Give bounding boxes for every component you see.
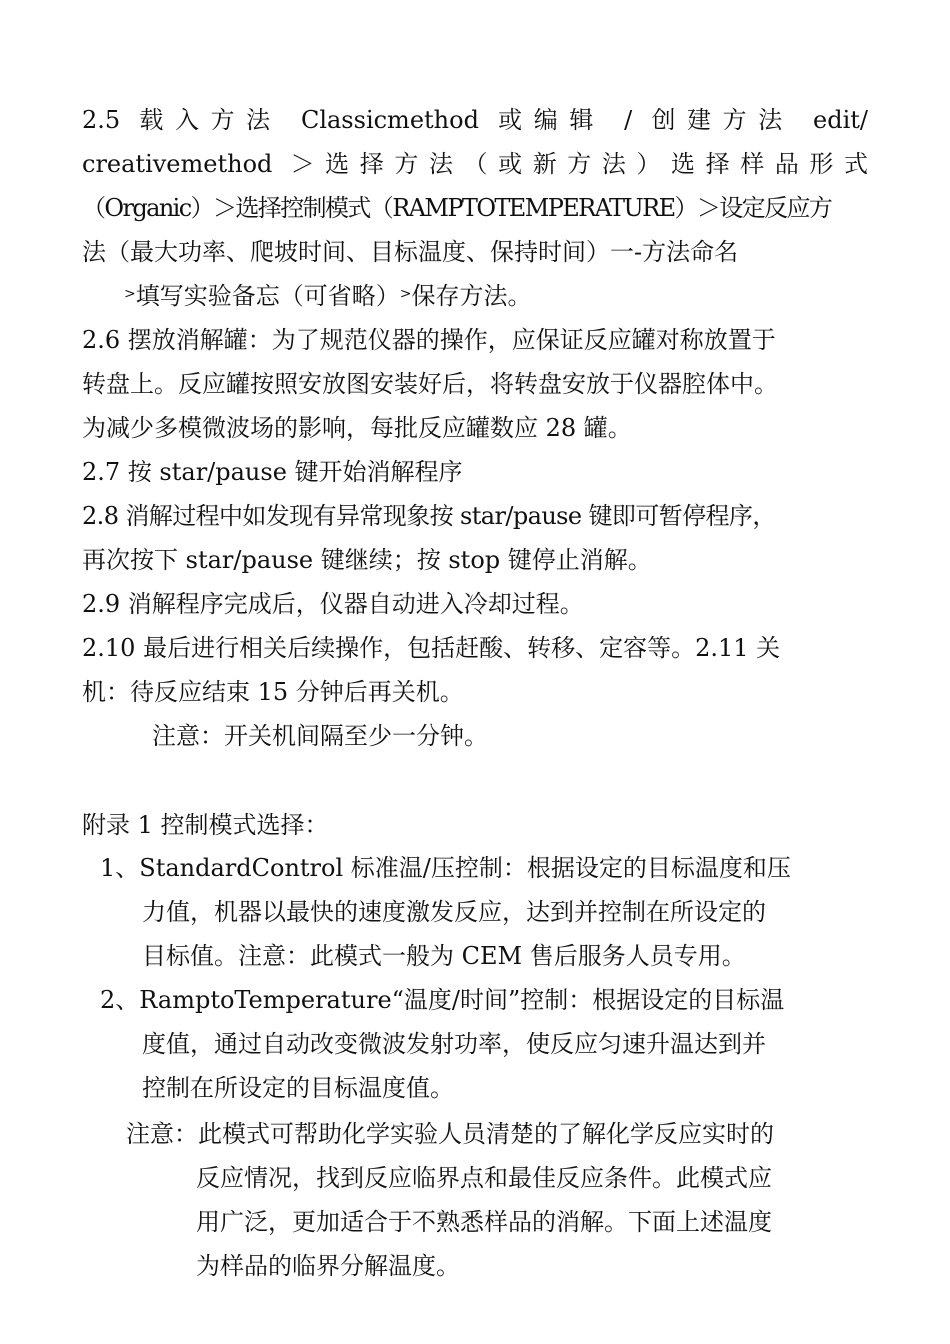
paragraph-2-7: 2.7 按 star/pause 键开始消解程序 — [82, 458, 463, 486]
mode-2-note-line-3: 用广泛，更加适合于不熟悉样品的消解。下面上述温度 — [196, 1208, 772, 1236]
note-power-interval: 注意：开关机间隔至少一分钟。 — [152, 722, 488, 750]
appendix-title: 附录 1 控制模式选择： — [82, 811, 329, 839]
mode-2-line-3: 控制在所设定的目标温度值。 — [142, 1074, 454, 1102]
paragraph-2-6-line-1: 2.6 摆放消解罐：为了规范仪器的操作，应保证反应罐对称放置于 — [82, 326, 776, 354]
step-arrow-mark: > — [399, 286, 412, 302]
step-arrow-mark: > — [124, 286, 136, 302]
mode-2-note-line-2: 反应情况，找到反应临界点和最佳反应条件。此模式应 — [196, 1164, 772, 1192]
paragraph-2-5-line-2: creativemethod ＞选择方法（或新方法）选择样品形式 — [82, 150, 868, 178]
memo-step-text: 填写实验备忘（可省略） — [135, 282, 400, 310]
paragraph-2-8-line-1: 2.8 消解过程中如发现有异常现象按 star/pause 键即可暂停程序， — [82, 502, 776, 530]
paragraph-2-6-line-2: 转盘上。反应罐按照安放图安装好后，将转盘安放于仪器腔体中。 — [82, 370, 778, 398]
paragraph-2-6-line-3: 为减少多模微波场的影响，每批反应罐数应 28 罐。 — [82, 414, 632, 442]
paragraph-2-8-line-2: 再次按下 star/pause 键继续；按 stop 键停止消解。 — [82, 546, 652, 574]
mode-1-line-1: 1、StandardControl 标准温/压控制：根据设定的目标温度和压 — [100, 854, 791, 882]
save-step-text: 保存方法。 — [411, 282, 532, 310]
paragraph-2-10-line-2: 机：待反应结束 15 分钟后再关机。 — [82, 678, 464, 706]
mode-2-line-2: 度值，通过自动改变微波发射功率，使反应匀速升温达到并 — [142, 1030, 766, 1058]
paragraph-2-9: 2.9 消解程序完成后，仪器自动进入冷却过程。 — [82, 590, 584, 618]
mode-1-line-3: 目标值。注意：此模式一般为 CEM 售后服务人员专用。 — [142, 942, 746, 970]
mode-1-line-2: 力值，机器以最快的速度激发反应，达到并控制在所设定的 — [142, 898, 766, 926]
paragraph-2-10-line-1: 2.10 最后进行相关后续操作，包括赶酸、转移、定容等。2.11 关 — [82, 634, 781, 662]
paragraph-2-5-line-5 — [124, 281, 868, 311]
paragraph-2-5-line-3: （Organic）＞选择控制模式（RAMPTOTEMPERATURE）＞设定反应方 — [82, 194, 832, 222]
paragraph-2-5-line-1: 2.5 载入方法 Classicmethod 或编辑 / 创建方法 edit/ — [82, 106, 868, 134]
mode-2-line-1: 2、RamptoTemperature“温度/时间”控制：根据设定的目标温 — [100, 986, 785, 1014]
paragraph-2-5-line-4: 法（最大功率、爬坡时间、目标温度、保持时间）一-方法命名 — [82, 238, 739, 266]
mode-2-note-line-4: 为样品的临界分解温度。 — [196, 1252, 460, 1280]
mode-2-note-line-1: 注意：此模式可帮助化学实验人员清楚的了解化学反应实时的 — [126, 1120, 774, 1148]
